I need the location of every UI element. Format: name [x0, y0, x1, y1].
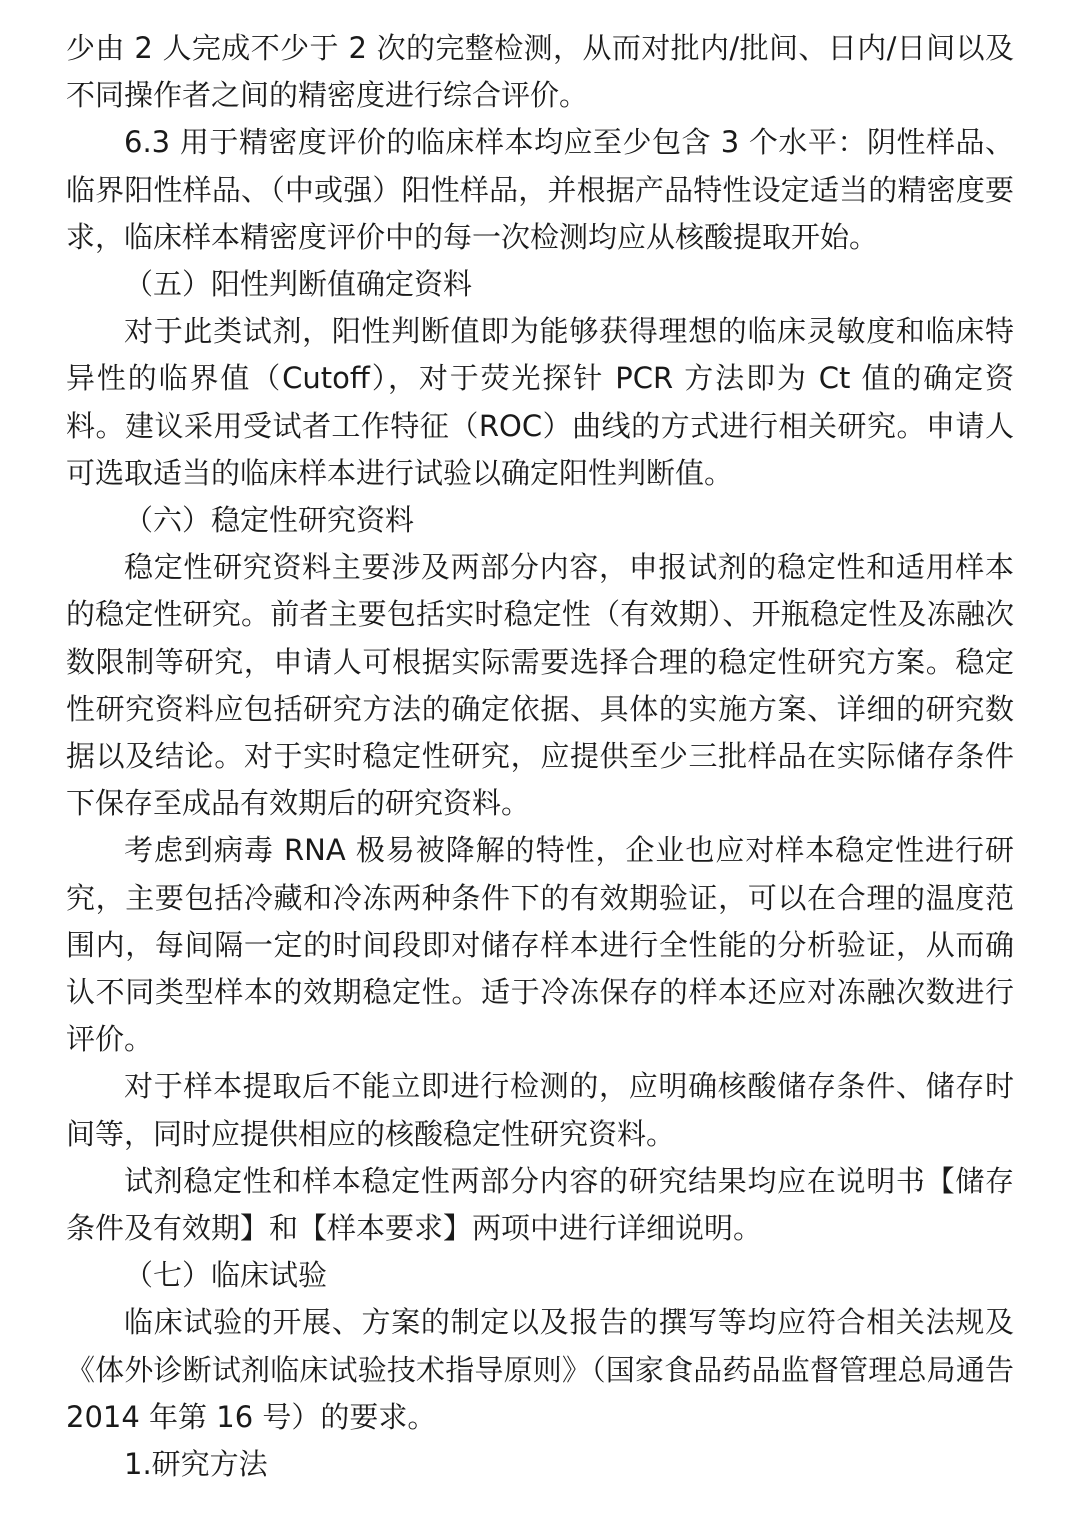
- paragraph-stability-study: 稳定性研究资料主要涉及两部分内容，申报试剂的稳定性和适用样本的稳定性研究。前者主要包括实时稳定性（有效期）、开瓶稳定性及冻融次数限制等研究，申请人可根据实际需要选择合理的稳定性研究方案。稳定性研究资料应包括研究方法的确定依据、具体的实施方案、详细的研究数据以及结论。对于实时稳定性研究，应提供至少三批样品在实际储存条件下保存至成品有效期后的研究资料。: [66, 550, 1014, 821]
- paragraph-sample-stability: 考虑到病毒 RNA 极易被降解的特性，企业也应对样本稳定性进行研究，主要包括冷藏和冷冻两种条件下的有效期验证，可以在合理的温度范围内，每间隔一定的时间段即对储存样本进行全性能的分析验证，从而确认不同类型样本的效期稳定性。适于冷冻保存的样本还应对冻融次数进行评价。: [66, 833, 1014, 1057]
- paragraph-clinical-trial-requirements: 临床试验的开展、方案的制定以及报告的撰写等均应符合相关法规及《体外诊断试剂临床试验技术指导原则》（国家食品药品监督管理总局通告 2014 年第 16 号）的要求。: [66, 1305, 1014, 1434]
- paragraph-precision-continued: 少由 2 人完成不少于 2 次的完整检测，从而对批内/批间、日内/日间以及不同操作者之间的精密度进行综合评价。: [66, 31, 1014, 113]
- section-heading-6-stability: （六）稳定性研究资料: [124, 503, 415, 538]
- paragraph-cutoff-determination: 对于此类试剂，阳性判断值即为能够获得理想的临床灵敏度和临床特异性的临界值（Cutoff），对于荧光探针 PCR 方法即为 Ct 值的确定资料。建议采用受试者工作特征（ROC）曲线的方式进行相关研究。申请人可选取适当的临床样本进行试验以确定阳性判断值。: [66, 314, 1014, 490]
- subheading-research-method: 1.研究方法: [124, 1447, 268, 1482]
- section-heading-7-clinical-trial: （七）临床试验: [124, 1258, 328, 1293]
- paragraph-6-3-precision-samples: 6.3 用于精密度评价的临床样本均应至少包含 3 个水平：阴性样品、临界阳性样品、（中或强）阳性样品，并根据产品特性设定适当的精密度要求，临床样本精密度评价中的每一次检测均应从核酸提取开始。: [66, 125, 1014, 254]
- paragraph-nucleic-acid-storage: 对于样本提取后不能立即进行检测的，应明确核酸储存条件、储存时间等，同时应提供相应的核酸稳定性研究资料。: [66, 1069, 1014, 1151]
- section-heading-5-cutoff: （五）阳性判断值确定资料: [124, 267, 473, 302]
- paragraph-stability-instructions: 试剂稳定性和样本稳定性两部分内容的研究结果均应在说明书【储存条件及有效期】和【样本要求】两项中进行详细说明。: [66, 1163, 1014, 1246]
